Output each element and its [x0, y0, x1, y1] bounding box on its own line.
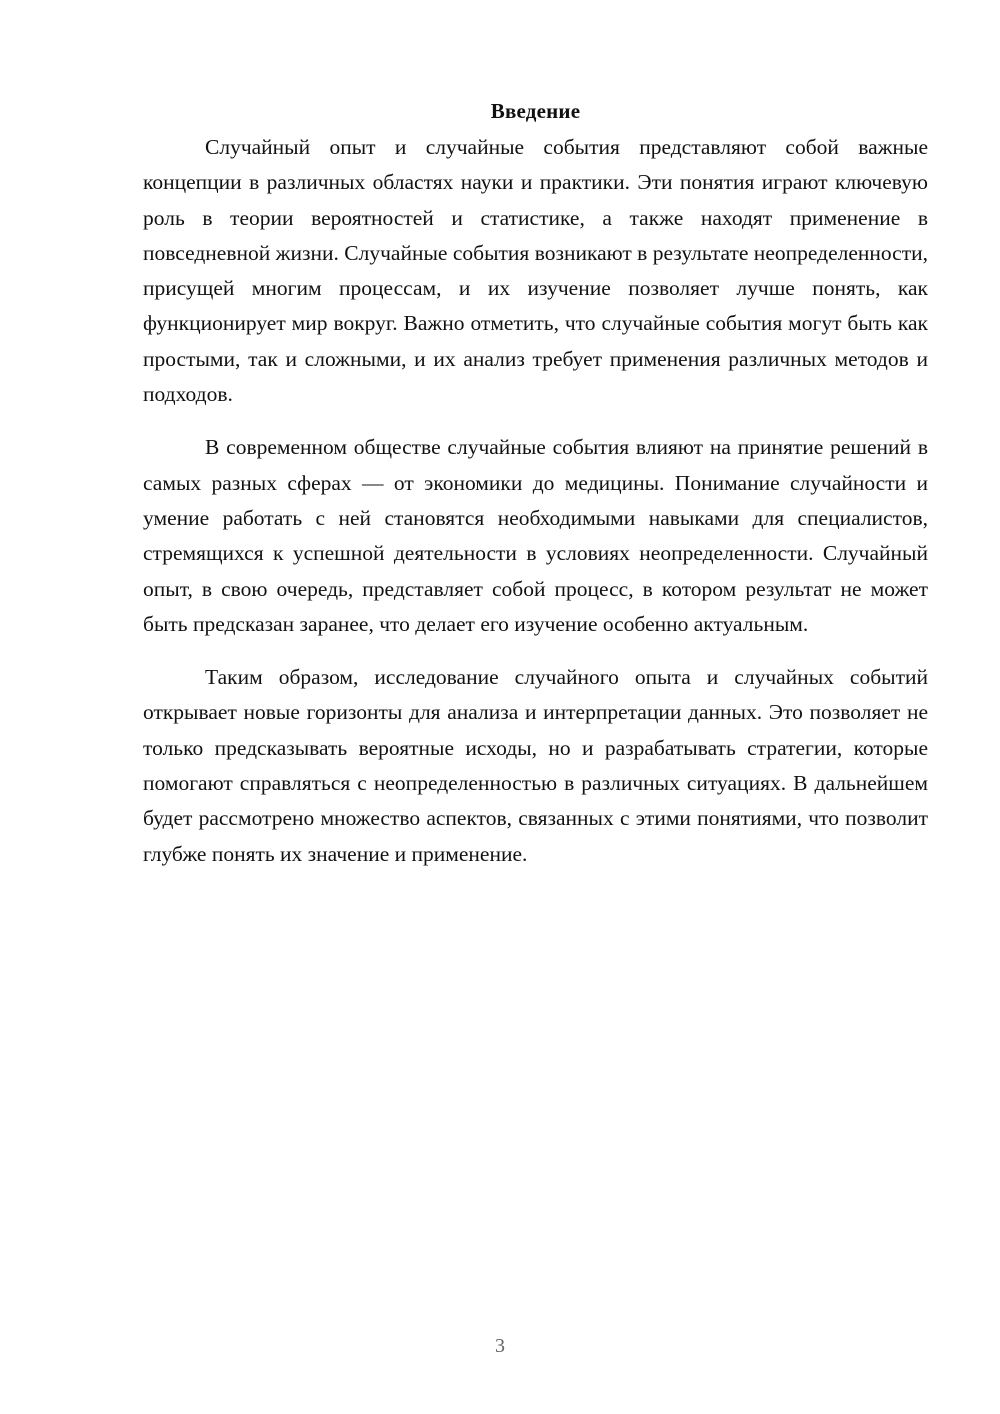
paragraph-2: В современном обществе случайные события влияют на принятие решений в самых разных сферах — от экономики до медицины. Понимание случайности и умение работать с ней становятся необходимыми навыками для специалистов, стремящихся к успешной деятельности в условиях неопределенности. Случайный опыт, в свою очередь, представляет собой процесс, в котором результат не может быть предсказан заранее, что делает его изучение особенно актуальным. [143, 435, 928, 636]
section-heading: Введение [490, 99, 581, 123]
page-number: 3 [495, 1335, 505, 1357]
paragraph-3: Таким образом, исследование случайного опыта и случайных событий открывает новые горизонты для анализа и интерпретации данных. Это позволяет не только предсказывать вероятные исходы, но и разрабатывать стратегии, которые помогают справляться с неопределенностью в различных ситуациях. В дальнейшем будет рассмотрено множество аспектов, связанных с этими понятиями, что позволит глубже понять их значение и применение. [143, 665, 928, 866]
page-content [143, 96, 928, 890]
paragraph-1: Случайный опыт и случайные события представляют собой важные концепции в различных областях науки и практики. Эти понятия играют ключевую роль в теории вероятностей и статистике, а также находят применение в повседневной жизни. Случайные события возникают в результате неопределенности, присущей многим процессам, и их изучение позволяет лучше понять, как функционирует мир вокруг. Важно отметить, что случайные события могут быть как простыми, так и сложными, и их анализ требует применения различных методов и подходов. [143, 135, 928, 407]
